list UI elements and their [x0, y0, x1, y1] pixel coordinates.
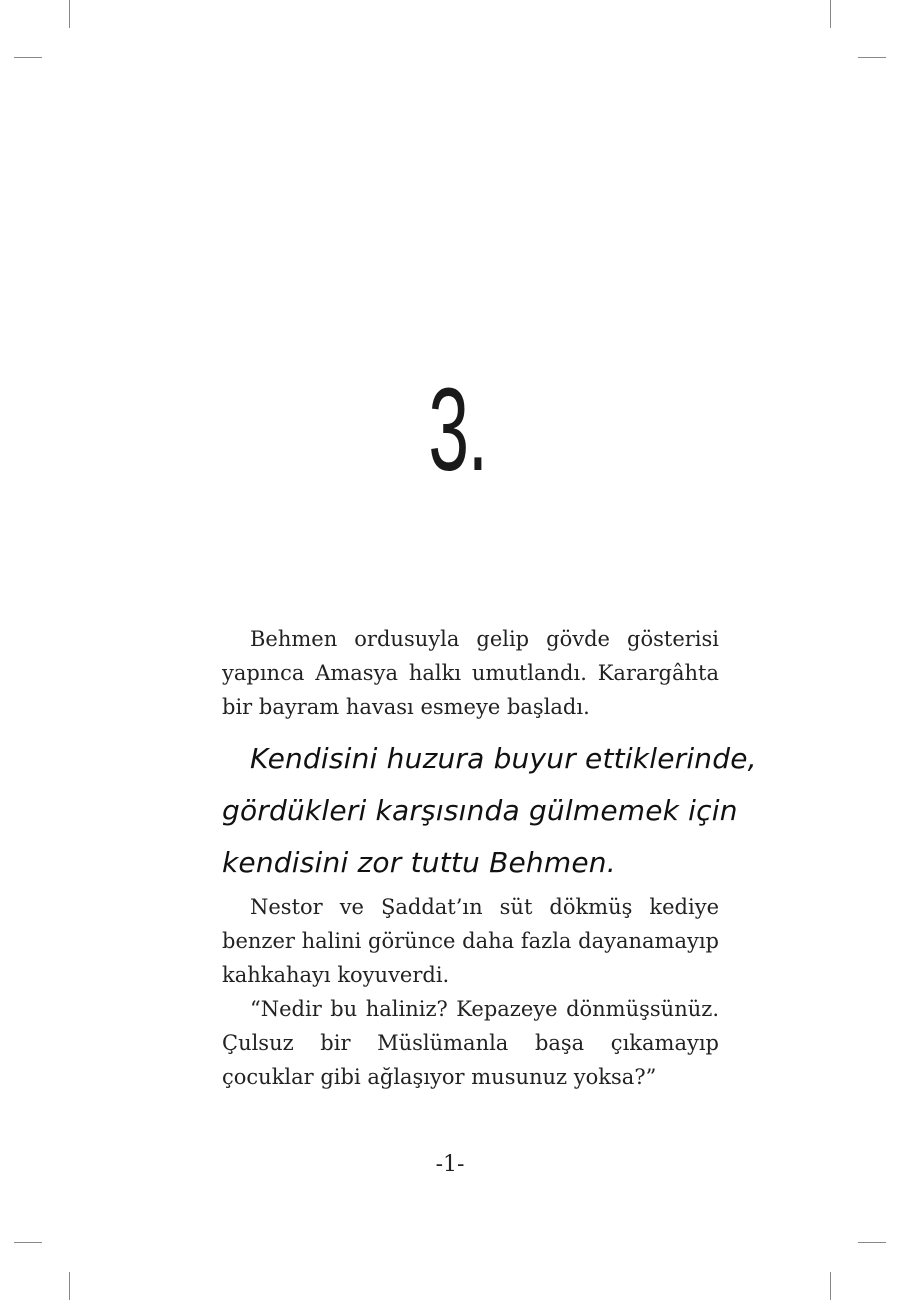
intro-paragraph-block	[222, 622, 719, 724]
body-paragraph: “Nedir bu haliniz? Kepazeye dönmüşsünüz. Çulsuz bir Müslümanla başa çıkamayıp çocuklar gibi ağlaşıyor musunuz yoksa?”	[222, 997, 719, 1089]
highlight-quote	[222, 733, 757, 889]
chapter-number: 3.	[428, 364, 487, 496]
crop-mark-bottom-right	[830, 1272, 831, 1300]
highlight-line-2: gördükleri karşısında gülmemek için	[222, 794, 738, 827]
body-text-block	[222, 890, 719, 1094]
crop-mark-bottom-left-h	[14, 1242, 42, 1243]
page-number: -1-	[435, 1152, 465, 1177]
crop-mark-bottom-left	[69, 1272, 70, 1300]
highlight-line-1: Kendisini huzura buyur ettiklerinde,	[250, 742, 757, 775]
highlight-line-3: kendisini zor tuttu Behmen.	[222, 846, 616, 879]
crop-mark-top-left-h	[14, 57, 42, 58]
crop-mark-top-right-h	[858, 57, 886, 58]
crop-mark-bottom-right-h	[858, 1242, 886, 1243]
intro-paragraph: Behmen ordusuyla gelip gövde gösterisi yapınca Amasya halkı umutlandı. Karargâhta bir bayram havası esmeye başladı.	[222, 627, 719, 719]
crop-mark-top-left	[69, 0, 70, 28]
body-paragraph: Nestor ve Şaddat’ın süt dökmüş kediye benzer halini görünce daha fazla dayanamayıp kahkahayı koyuverdi.	[222, 895, 719, 987]
crop-mark-top-right	[830, 0, 831, 28]
